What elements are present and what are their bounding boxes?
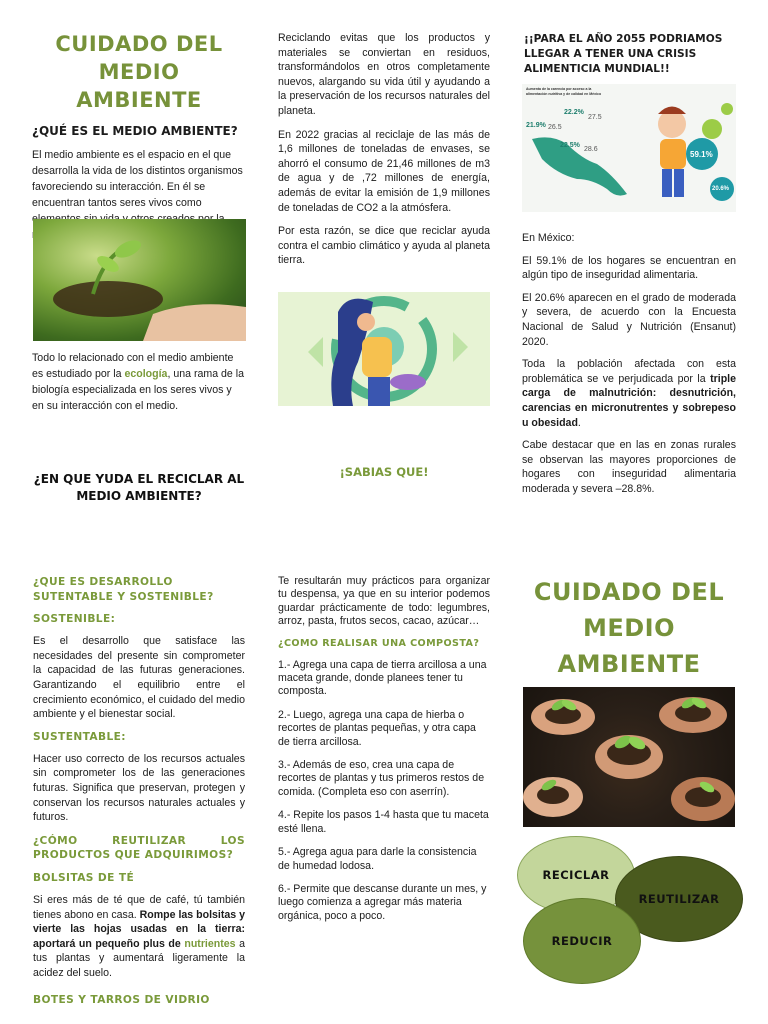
compost-step: 6.- Permite que descanse durante un mes, y luego comienza a agregar más materia orgánica, poco a poco.	[278, 882, 487, 922]
recycle-woman-illustration	[278, 292, 490, 406]
recycle-question-heading	[28, 471, 250, 505]
nutrients-link[interactable]: nutrientes	[184, 937, 236, 950]
infographic-stat-7: 59.1%	[690, 150, 713, 159]
main-title	[32, 30, 246, 114]
tea-text-bold: Rompe las bolsitas y vierte las hojas usadas en la tierra: aportará un pequeño plus de	[33, 908, 245, 950]
recycling-illustration	[278, 292, 490, 406]
mexico-paragraph-1: El 59.1% de los hogares se encuentran en algún tipo de inseguridad alimentaria.	[522, 254, 736, 282]
panel-2	[278, 31, 490, 268]
ecology-link[interactable]: ecología	[124, 368, 168, 380]
malnutrition-text: Toda la población afectada con esta problemática se ve perjudicada por la	[522, 358, 736, 385]
ecology-text-2: , una rama de la biología especializada en los seres vivos y en su interacción con el medio.	[32, 368, 245, 412]
compost-step: 5.- Agrega agua para darle la consistencia de humedad lodosa.	[278, 846, 477, 872]
circle-reducir	[523, 898, 641, 984]
main-title-line1: CUIDADO DEL	[55, 32, 223, 56]
hands-with-seedlings-photo	[523, 687, 735, 827]
infographic-heading: Aumenta de la carencia por acceso a la alimentación nutritiva y de calidad en México	[526, 87, 602, 96]
infographic-drawing	[522, 84, 736, 212]
tea-bags-text	[33, 893, 245, 981]
plant-illustration	[33, 219, 246, 341]
malnutrition-end: .	[577, 416, 581, 429]
compost-step: 1.- Agrega una capa de tierra arcillosa a una maceta grande, donde planees tener tu composta.	[278, 658, 487, 698]
seedlings-illustration	[523, 687, 735, 827]
sabias-que-heading: ¡SABIAS QUE!	[339, 465, 429, 479]
circle-reutilizar-label: REUTILIZAR	[638, 892, 720, 906]
panel-5	[278, 575, 490, 923]
sostenible-heading: SOSTENIBLE:	[33, 613, 116, 626]
sustainable-heading: ¿QUE ES DESARROLLO SUTENTABLE Y SOSTENIBLE?	[33, 576, 214, 603]
intro-paragraph: El medio ambiente es el espacio en el que desarrolla la vida de los distintos organismos favoreciendo su interacción. En él se encuentran tantos seres vivos como	[32, 149, 243, 209]
infographic-stat-6: 28.6	[584, 146, 598, 153]
tea-text-2: a tus plantas y aumentará ligeramente la acidez del suelo.	[33, 937, 245, 979]
recycle-paragraph-3: Por esta razón, se dice que reciclar ayuda contra el cambio climático y ayuda al planeta tierra.	[278, 225, 490, 267]
panel-3	[522, 32, 736, 76]
plant-in-hands-photo	[33, 219, 246, 341]
jars-heading: BOTES Y TARROS DE VIDRIO	[33, 994, 210, 1007]
recycle-question-line1: ¿EN QUE YUDA EL RECICLAR AL	[33, 472, 245, 486]
infographic-stat-8: 20.6%	[712, 186, 730, 192]
tea-bags-heading: BOLSITAS DE TÉ	[33, 871, 135, 884]
panel-4	[33, 575, 245, 1006]
compost-step: 3.- Además de eso, crea una capa de recortes de plantas y tus primeros restos de comida. (Completa eso con aserrín).	[278, 759, 485, 798]
compost-heading: ¿COMO REALISAR UNA COMPOSTA?	[278, 637, 480, 649]
sustentable-text: Hacer uso correcto de los recursos actuales sin comprometer los de las generaciones futuras. Significa que preservan, protegen y conservan los recursos naturales actuales y futuros.	[33, 752, 245, 824]
food-insecurity-infographic	[522, 84, 736, 212]
recycle-question-line2: MEDIO AMBIENTE?	[76, 489, 202, 503]
infographic-stat-5: 22.5%	[560, 142, 580, 149]
ecology-paragraph	[32, 350, 246, 414]
tea-text-1: Si eres más de té que de café, tú también tienes abono en casa.	[33, 893, 245, 921]
infographic-stat-2: 26.5	[548, 124, 562, 131]
cover-title-line1: CUIDADO DEL	[533, 578, 725, 606]
recycle-paragraph-2: En 2022 gracias al reciclaje de las más de 1,6 millones de toneladas de envases, se ahorró el consumo de 21,46 millones de m3 de agua y de ,72 millones de energía, además de evitar la emisión de 1,9 millones de toneladas de CO2 a la atmósfera.	[278, 128, 490, 214]
mexico-paragraph-4: Cabe destacar que en las en zonas rurales se observan las mayores proporciones de hogares con inseguridad alimentaria moderada y severa –28.8%.	[522, 439, 736, 495]
circle-reducir-label: REDUCIR	[551, 934, 613, 948]
compost-step: 4.- Repite los pasos 1-4 hasta que tu maceta esté llena.	[278, 809, 489, 835]
compost-step: 2.- Luego, agrega una capa de hierba o recortes de plantas pequeñas, y otra capa de tierra arcillosa.	[278, 708, 476, 748]
sostenible-text: Es el desarrollo que satisface las necesidades del presente sin comprometer la capacidad de las futuras generaciones. Garantizando el equilibrio entre el crecimiento económico, el cuidado del medio ambiente y el bienestar social.	[33, 635, 245, 721]
cover-title-line2: MEDIO	[582, 614, 676, 642]
mexico-label: En México:	[522, 232, 575, 244]
mexico-paragraph-2: El 20.6% aparecen en el grado de moderada y severa, de acuerdo con la Encuesta Nacional de Salud y Nutrición (Ensanut) 2020.	[522, 291, 736, 348]
sustentable-heading: SUSTENTABLE:	[33, 730, 126, 743]
circle-reciclar-label: RECICLAR	[542, 868, 610, 882]
panel-3-text	[522, 231, 736, 497]
what-is-heading: ¿QUÉ ES EL MEDIO AMBIENTE?	[32, 124, 238, 138]
cover-title-line3: AMBIENTE	[557, 650, 701, 678]
infographic-stat-1: 21.9%	[526, 122, 546, 129]
cover-title	[516, 574, 742, 682]
jars-text: Te resultarán muy prácticos para organizar tu despensa, ya que en su interior podemos guardar prácticamente de todo: legumbres, arroz, pasta, frutos secos, cacao, azúcar…	[278, 575, 490, 628]
ecology-text-1: Todo lo relacionado con el medio ambiente es estudiado por la	[32, 352, 234, 380]
crisis-headline: ¡¡PARA EL AÑO 2055 PODRIAMOS LLEGAR A TENER UNA CRISIS ALIMENTICIA MUNDIAL!!	[524, 33, 723, 75]
main-title-line2: MEDIO AMBIENTE	[76, 60, 202, 112]
infographic-stat-3: 22.2%	[564, 109, 584, 116]
panel-1	[32, 30, 246, 243]
mexico-paragraph-3	[522, 357, 736, 430]
infographic-stat-4: 27.5	[588, 114, 602, 121]
recycle-paragraph-1: Reciclando evitas que los productos y materiales se conviertan en residuos, transformándolos en otros completamente nuevos, alargando su vida útil y ayudando a la preservación de los recursos naturales del planeta.	[278, 32, 490, 117]
malnutrition-bold: triple carga de malnutrición: desnutrición, carencias en micronutrentes y sobrepeso u obesidad	[522, 372, 736, 429]
compost-steps-list	[278, 659, 490, 924]
reuse-heading: ¿CÓMO REUTILIZAR LOS PRODUCTOS QUE ADQUIRIMOS?	[33, 834, 245, 862]
